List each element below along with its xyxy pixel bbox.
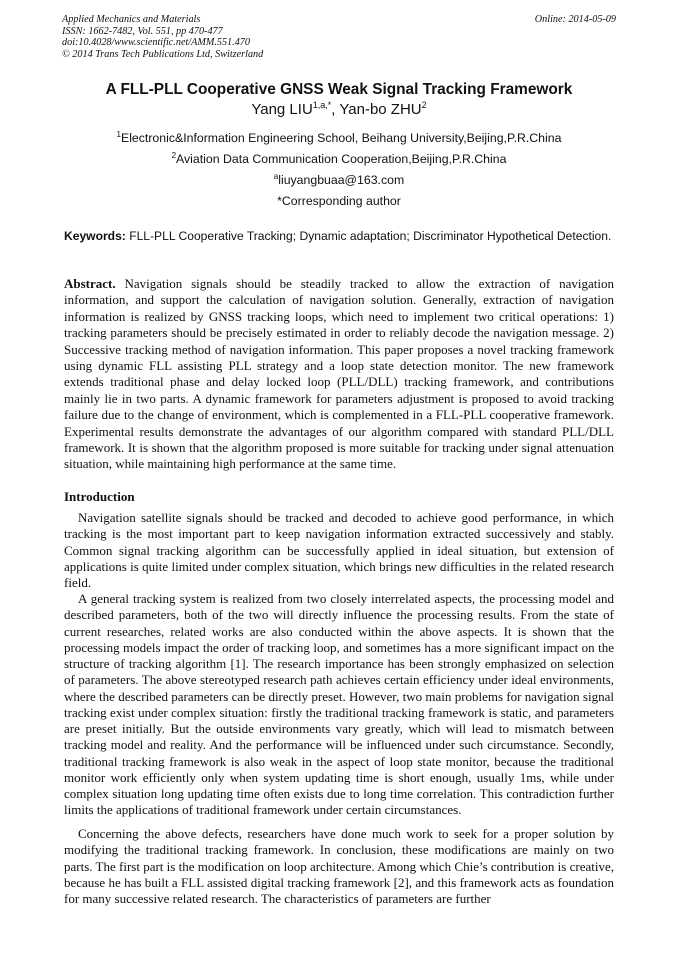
affiliation-2-text: Aviation Data Communication Cooperation,Beijing,P.R.China [176, 152, 507, 166]
author-separator: , [331, 101, 340, 118]
doi-line[interactable]: doi:10.4028/www.scientific.net/AMM.551.470 [62, 37, 250, 49]
email-mark: a [273, 172, 279, 181]
intro-paragraph-1: Navigation satellite signals should be tracked and decoded to achieve good performance, in which tracking is the most important part to keep navigation information extracted successively and stably. Common signal tracking algorithm can be successfully applied in ideal situation, but extension of applications is quite limited under complex situation, which brings new difficulties in the related research field. [64, 510, 614, 590]
journal-name: Applied Mechanics and Materials [62, 14, 201, 25]
email-address[interactable]: liuyangbuaa@163.com [278, 173, 405, 187]
copyright-line: © 2014 Trans Tech Publications Ltd, Switzerland [62, 48, 264, 60]
author-1-marks: 1,a,* [312, 100, 332, 110]
author-line [0, 101, 678, 118]
journal-info [62, 14, 616, 60]
author-1: Yang LIU [251, 101, 313, 118]
affiliation-2 [0, 152, 678, 166]
intro-paragraph-3: Concerning the above defects, researchers have done much work to seek for a proper solution by modifying the traditional tracking framework. In conclusion, these modifications are mainly on two parts. The first part is the modification on loop architecture. Among which Chie’s contribution is creative, because he has built a FLL assisted digital tracking framework [2], and this framework acts as foundation for many successive related research. The characteristics of parameters are further [64, 826, 614, 906]
online-date: Online: 2014-05-09 [534, 14, 616, 25]
intro-paragraph-2: A general tracking system is realized from two closely interrelated aspects, the processing model and described parameters, both of the two will directly influence the processing results. From the state of current researches, related works are also conducted within the above aspects. It is shown that the processing models impact the order of tracking loop, and sometimes has a more significant impact on the structure of tracking algorithm [1]. The research importance has been strongly emphasized on selection of parameters. The above stereotyped research path achieves certain efficiency under ideal environments, where the described parameters can be directly preset. However, two main problems for navigation signal tracking exist under complex situation: firstly the traditional tracking framework is static, and parameters are preset initially. But the outside environments vary greatly, which will lead to mismatch between tracking model and reality. And the performance will be influenced under such circumstance. Secondly, traditional tracking framework is also weak in the aspect of loop state monitor, because the traditional monitor work efficiently only when system updating time is short enough, usually 1ms, while under complex situation long updating time often exists due to long time correlation. This contradiction further limits the applications of traditional framework under certain circumstances. [64, 591, 614, 818]
affiliation-1 [0, 131, 678, 145]
abstract-label: Abstract. [64, 276, 116, 291]
affiliation-1-text: Electronic&Information Engineering School, Beihang University,Beijing,P.R.China [121, 131, 562, 145]
keywords-text: FLL-PLL Cooperative Tracking; Dynamic adaptation; Discriminator Hypothetical Detection. [125, 229, 612, 243]
page-header [62, 14, 616, 66]
email-line [0, 173, 678, 187]
abstract-block [64, 276, 614, 473]
keywords-block [64, 229, 614, 244]
keywords-label: Keywords: [64, 229, 126, 243]
abstract-text: Navigation signals should be steadily tracked to allow the extraction of navigation information, and support the calculation of navigation solution. Generally, extraction of navigation information is realized by GNSS tracking loops, which need to implement two critical operations: 1) tracking parameters should be precisely estimated in order to reliably decode the navigation message. 2) Successive tracking method of navigation information. This paper proposes a novel tracking framework using dynamic FLL assisting PLL strategy and a loop state detection monitor. The new framework extends traditional phase and delay locked loop (PLL/DLL) tracking framework, and contributions mainly lie in two parts. A dynamic framework for parameters adjustment is proposed to avoid tracking failure due to the change of environment, which is complemented in a FLL-PLL cooperative framework. Experimental results demonstrate the advantages of our algorithm compared with standard PLL/DLL framework. It is shown that the algorithm proposed is more suitable for tracking under signal attenuation situation, while maintaining high performance at the same time. [64, 276, 614, 472]
author-2-marks: 2 [421, 100, 427, 110]
affiliation-1-mark: 1 [116, 130, 121, 139]
introduction-heading: Introduction [64, 489, 135, 504]
paper-title: A FLL-PLL Cooperative GNSS Weak Signal Tracking Framework [105, 81, 573, 98]
issn-line: ISSN: 1662-7482, Vol. 551, pp 470-477 [62, 25, 223, 37]
affiliation-2-mark: 2 [171, 151, 177, 160]
corresponding-note: *Corresponding author [277, 194, 401, 208]
author-2: Yan-bo ZHU [339, 101, 422, 118]
